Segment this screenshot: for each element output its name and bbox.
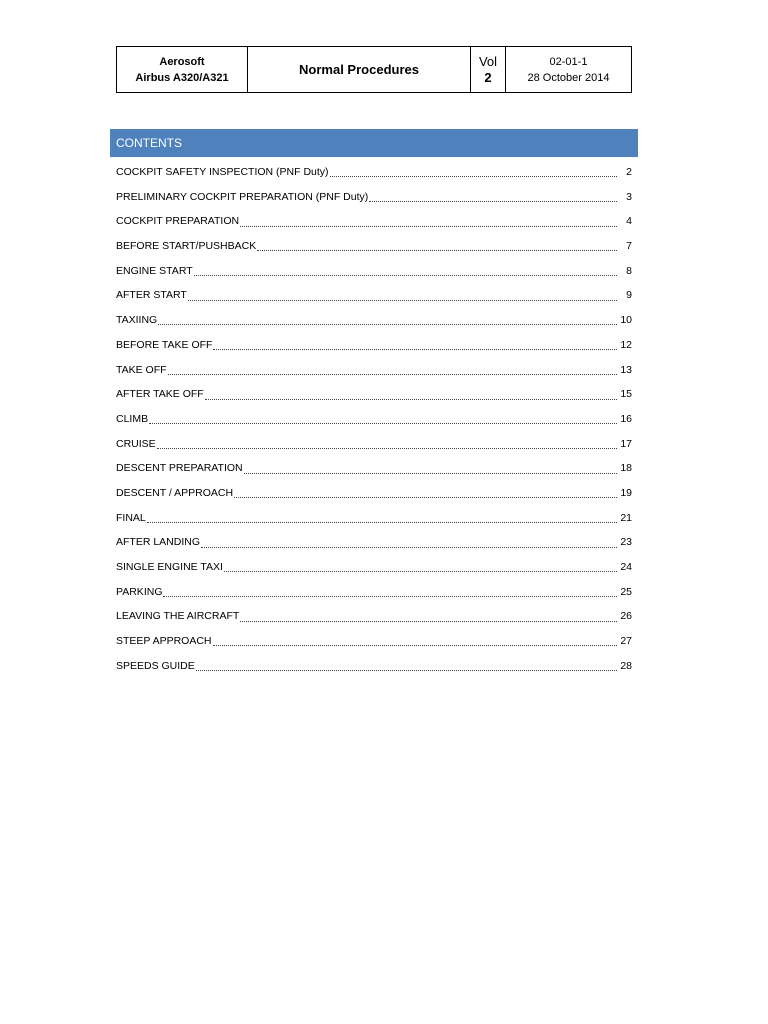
toc-entry-page: 21 [620,511,632,524]
toc-entry-title: AFTER TAKE OFF [116,388,204,401]
toc-dot-leader [163,586,617,598]
toc-entry-page: 3 [626,190,632,203]
toc-entry-page: 16 [620,412,632,425]
toc-entry-title: AFTER START [116,289,187,302]
toc-entry-title: LEAVING THE AIRCRAFT [116,610,240,623]
toc-entry-page: 8 [626,264,632,277]
toc-entry-page: 26 [620,610,632,623]
toc-dot-leader [205,389,617,401]
toc-entry-title: TAXIING [116,314,158,327]
toc-entry-page: 9 [626,289,632,302]
toc-entry[interactable] [116,555,632,580]
toc-entry-title: DESCENT / APPROACH [116,486,234,499]
header-date: 28 October 2014 [527,71,610,84]
toc-dot-leader [234,487,617,499]
header-aircraft: Airbus A320/A321 [135,71,229,84]
toc-dot-leader [149,413,617,425]
toc-entry[interactable] [116,506,632,531]
toc-entry-title: PRELIMINARY COCKPIT PREPARATION (PNF Duty) [116,190,369,203]
toc-entry[interactable] [116,432,632,457]
header-organization [117,47,248,93]
toc-dot-leader [194,265,617,277]
toc-entry-page: 17 [620,437,632,450]
header-reference [506,47,632,93]
toc-entry-title: PARKING [116,585,163,598]
toc-entry-title: DESCENT PREPARATION [116,462,243,475]
toc-entry-page: 27 [620,635,632,648]
toc-entry[interactable] [116,283,632,308]
toc-entry[interactable] [116,382,632,407]
toc-entry-title: STEEP APPROACH [116,635,212,648]
toc-entry[interactable] [116,629,632,654]
toc-entry[interactable] [116,407,632,432]
toc-entry-page: 24 [620,561,632,573]
toc-entry[interactable] [116,185,632,210]
toc-dot-leader [240,611,617,623]
toc-dot-leader [369,191,617,203]
header-ref-code: 02-01-1 [549,55,588,68]
toc-entry[interactable] [116,530,632,555]
toc-dot-leader [213,339,617,351]
toc-entry-title: TAKE OFF [116,363,167,376]
toc-dot-leader [213,635,617,647]
toc-entry-title: CRUISE [116,437,156,450]
toc-entry[interactable] [116,333,632,358]
toc-dot-leader [157,438,617,450]
toc-dot-leader [244,463,617,475]
toc-dot-leader [158,314,617,326]
toc-entry-title: BEFORE TAKE OFF [116,338,213,351]
table-of-contents [116,160,632,678]
toc-entry-title: SPEEDS GUIDE [116,659,195,672]
header-org-name: Aerosoft [159,55,205,68]
toc-dot-leader [201,537,617,549]
toc-entry[interactable] [116,234,632,259]
toc-entry-page: 19 [620,486,632,499]
toc-dot-leader [240,216,617,228]
toc-dot-leader [147,512,617,524]
toc-entry[interactable] [116,160,632,185]
toc-entry[interactable] [116,604,632,629]
toc-dot-leader [168,364,617,376]
toc-entry-title: SINGLE ENGINE TAXI [116,561,223,573]
header-vol-label: Vol [478,53,498,69]
toc-entry[interactable] [116,654,632,679]
toc-entry[interactable] [116,308,632,333]
toc-entry-title: ENGINE START [116,264,193,277]
toc-entry[interactable] [116,580,632,605]
toc-entry-title: COCKPIT SAFETY INSPECTION (PNF Duty) [116,166,329,178]
toc-entry-title: BEFORE START/PUSHBACK [116,240,257,253]
toc-entry-page: 28 [620,659,632,672]
toc-entry-page: 13 [620,363,632,376]
toc-dot-leader [196,660,617,672]
toc-entry[interactable] [116,259,632,284]
document-header [116,46,632,93]
contents-heading: CONTENTS [110,129,638,157]
toc-dot-leader [257,240,617,252]
toc-dot-leader [330,166,617,178]
toc-dot-leader [188,290,617,302]
toc-entry[interactable] [116,209,632,234]
toc-entry-page: 4 [626,215,632,228]
toc-entry-title: COCKPIT PREPARATION [116,215,240,228]
toc-dot-leader [224,561,617,573]
toc-entry[interactable] [116,481,632,506]
toc-entry-title: AFTER LANDING [116,536,201,549]
toc-entry-title: FINAL [116,511,146,524]
toc-entry-page: 23 [620,536,632,549]
toc-entry[interactable] [116,456,632,481]
toc-entry-page: 10 [620,314,632,327]
toc-entry-page: 7 [626,240,632,253]
toc-entry[interactable] [116,358,632,383]
header-document-title: Normal Procedures [248,47,471,93]
toc-entry-page: 25 [620,585,632,598]
toc-entry-title: CLIMB [116,412,149,425]
toc-entry-page: 2 [626,166,632,178]
toc-entry-page: 15 [620,388,632,401]
toc-entry-page: 18 [620,462,632,475]
toc-entry-page: 12 [620,338,632,351]
header-vol-number: 2 [484,69,492,85]
header-volume [471,47,506,93]
